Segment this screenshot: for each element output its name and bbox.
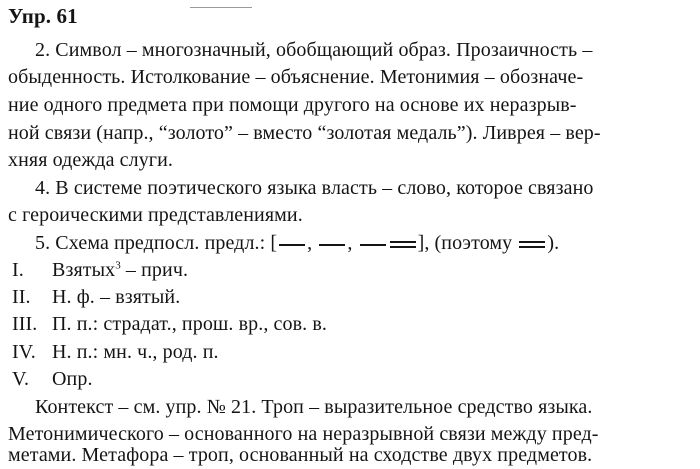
analysis-number: V. [12,368,30,390]
scheme-separator-2: , [347,232,358,254]
context-line-1: Контекст – см. упр. № 21. Троп – выразительное средство языка. [35,396,593,418]
scan-artifact [190,7,252,8]
scheme-separator-1: , [307,232,318,254]
analysis-number: II. [12,286,31,308]
predicate-symbol [519,237,545,251]
subject-underline-symbol-2 [319,237,345,251]
analysis-number: III. [12,313,38,335]
analysis-text: П. п.: страдат., прош. вр., сов. в. [52,313,328,335]
analysis-text: Опр. [52,368,93,390]
analysis-item-2 [12,284,180,310]
scheme-suffix: ). [547,232,560,254]
analysis-word: Взятых [52,259,116,281]
sentence-scheme [35,230,559,256]
context-line-3: метами. Метафора – троп, основанный на сходстве двух предметов. [8,444,593,466]
analysis-superscript: 3 [115,259,121,272]
context-line-2: Метонимического – основанного на неразрывной связи между пред- [8,423,599,445]
analysis-number: I. [12,259,24,281]
paragraph-4-line-2: с героическими представлениями. [8,204,303,226]
subject-underline-symbol [279,237,305,251]
analysis-item-1 [12,257,188,283]
paragraph-2-line-1: 2. Символ – многозначный, обобщающий образ. Прозаичность – [35,39,593,61]
analysis-item-5 [12,366,93,392]
exercise-heading: Упр. 61 [8,4,78,28]
paragraph-2-line-4: ной связи (напр., “золото” – вместо “золотая медаль”). Ливрея – вер- [8,122,601,144]
analysis-number: IV. [12,341,36,363]
paragraph-2-line-3: ние одного предмета при помощи другого на основе их неразрыв- [8,94,577,116]
analysis-item-4 [12,339,219,365]
paragraph-2-line-5: хняя одежда слуги. [8,149,174,171]
analysis-text: Н. п.: мн. ч., род. п. [52,341,219,363]
analysis-item-3 [12,311,327,337]
analysis-text: Н. ф. – взятый. [52,286,181,308]
paragraph-4-line-1: 4. В системе поэтического языка власть – слово, которое связано [35,177,594,199]
scheme-close: ], (поэтому [417,232,518,254]
paragraph-2-line-2: обыденность. Истолкование – объяснение. Метонимия – обозначе- [8,66,584,88]
subject-predicate-symbol [360,237,416,251]
analysis-rest: – прич. [120,259,189,281]
scheme-prefix: 5. Схема предпосл. предл.: [ [35,232,278,254]
